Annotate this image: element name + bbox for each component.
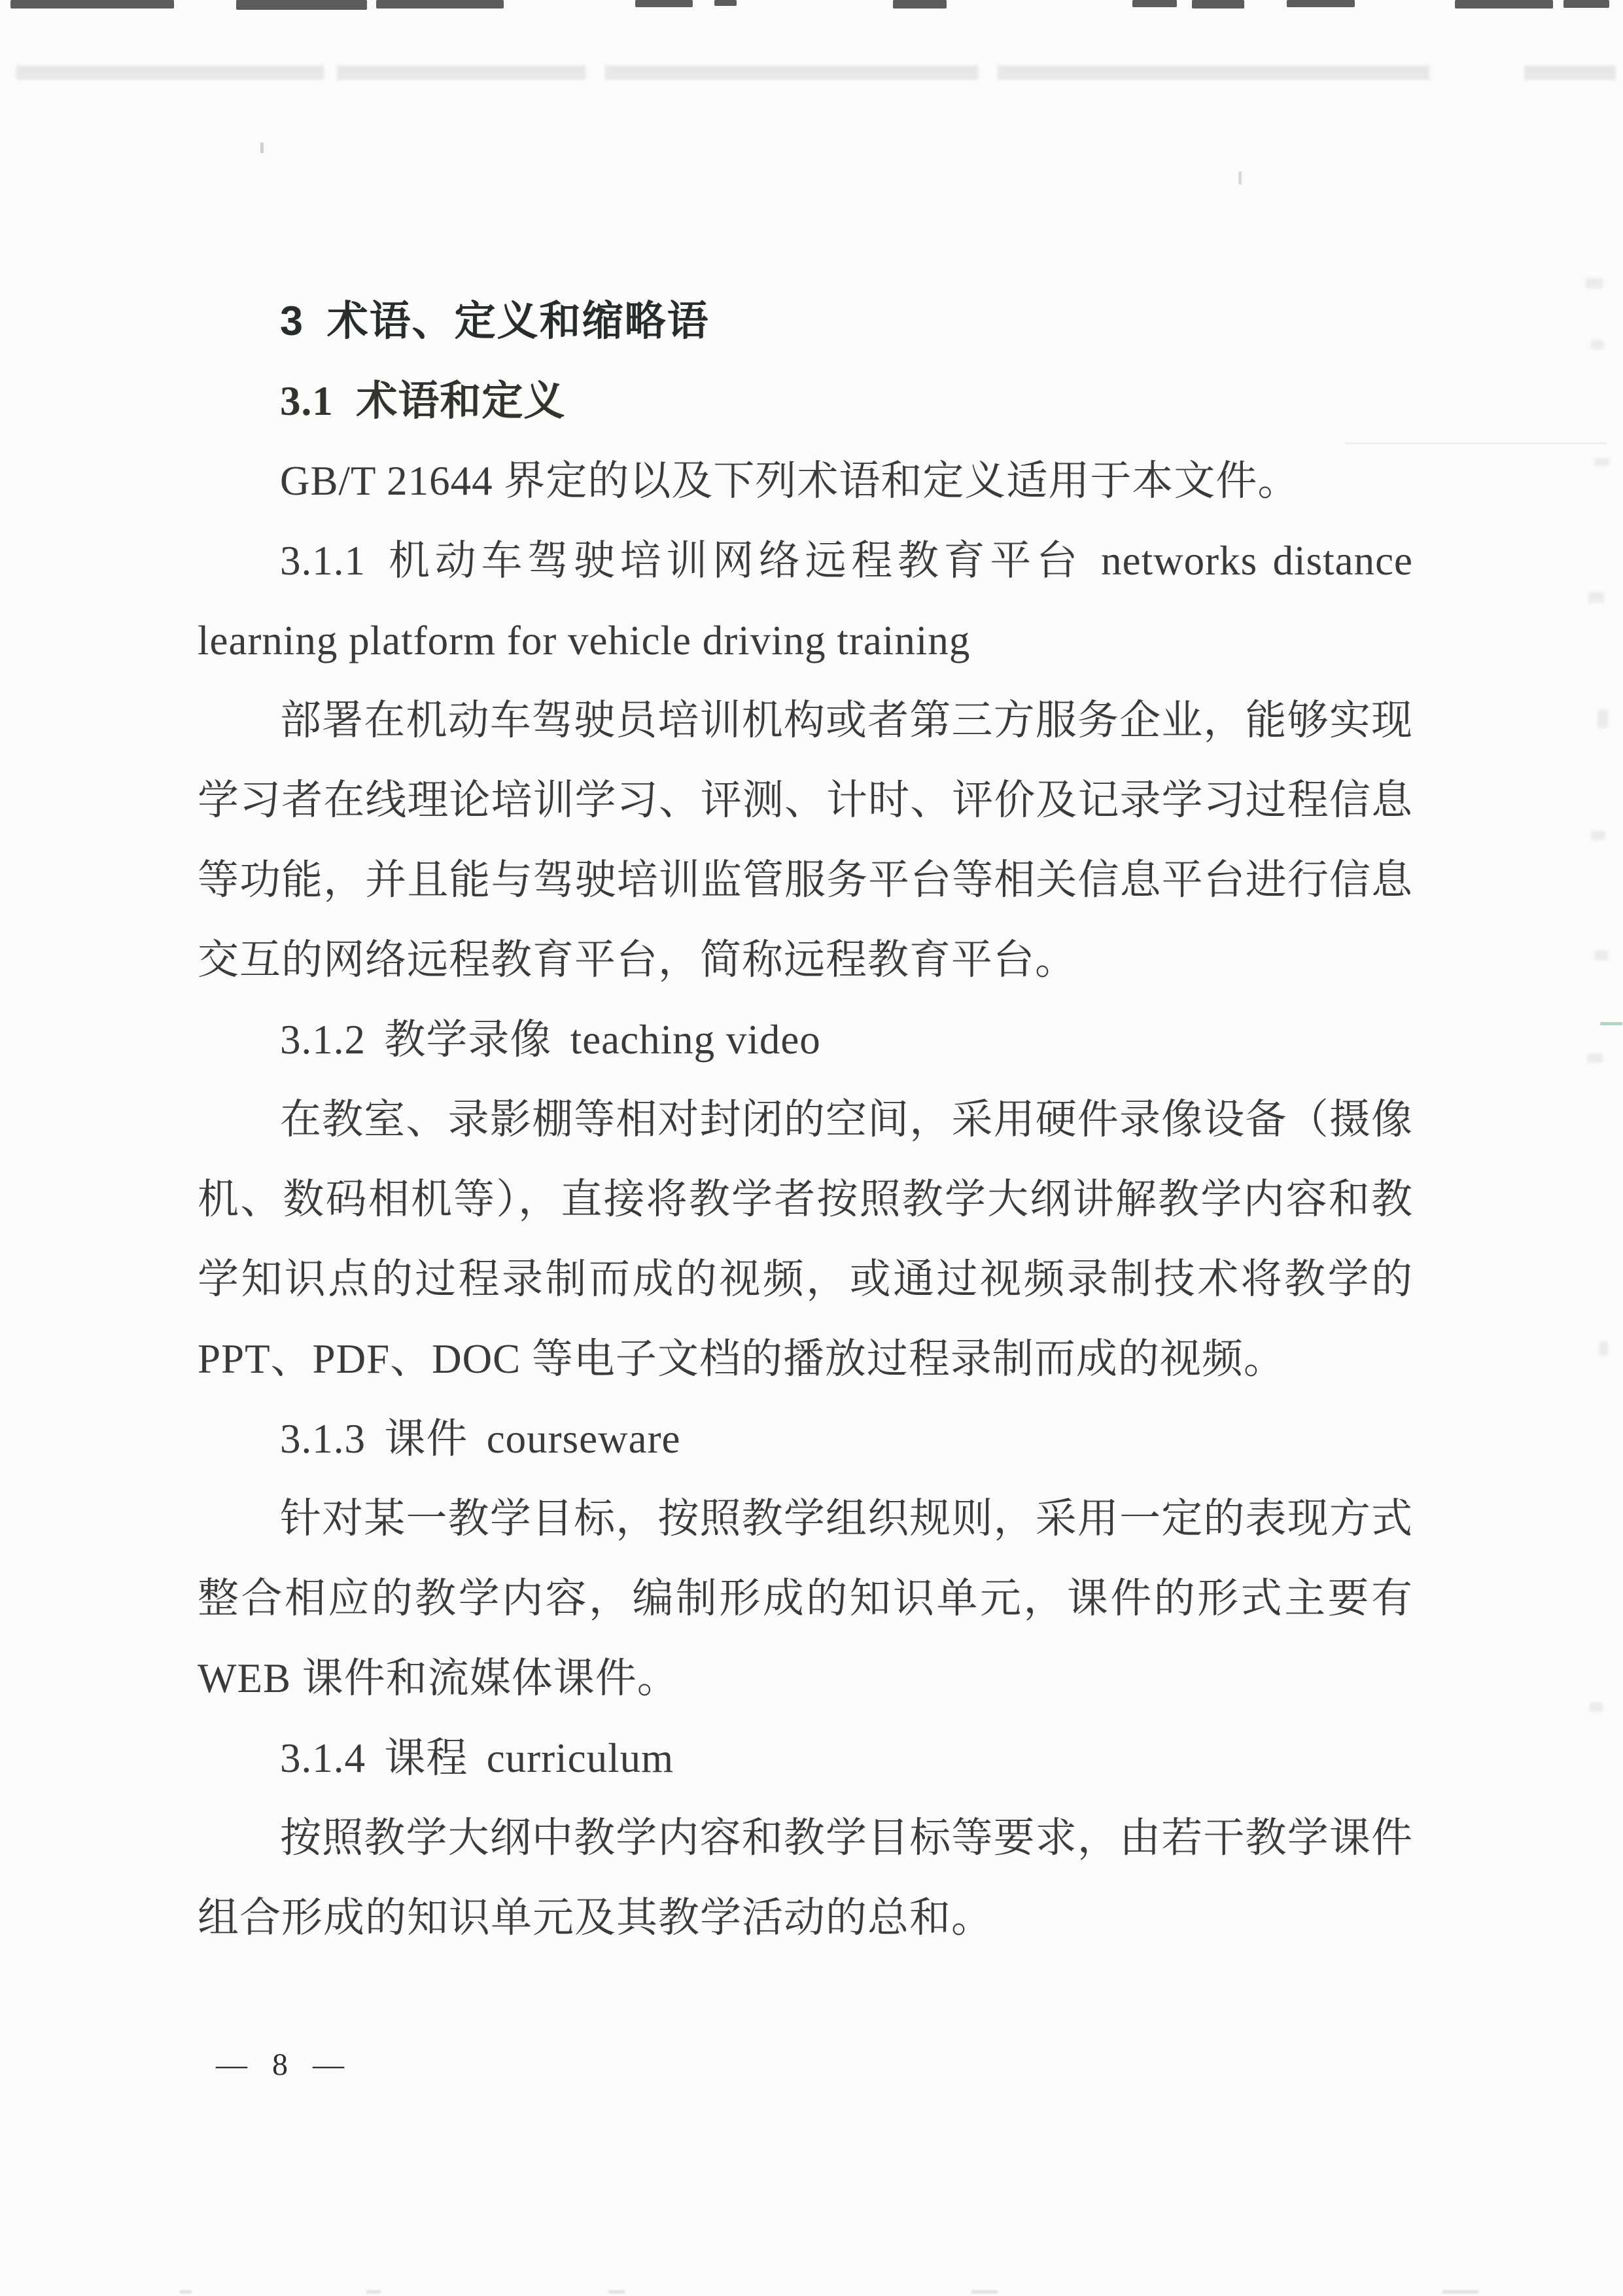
term-number: 3.1.4: [280, 1735, 366, 1781]
scan-artifact: [236, 0, 367, 10]
scan-artifact: [1586, 278, 1603, 289]
scan-artifact: [1590, 1703, 1603, 1712]
term-definition-3-1-4: 按照教学大纲中教学内容和教学目标等要求，由若干教学课件组合形成的知识单元及其教学活动的总和。: [198, 1815, 1413, 1941]
scan-artifact: [893, 0, 947, 9]
scan-artifact: [1238, 171, 1242, 185]
scan-artifact: [1591, 831, 1605, 840]
scan-artifact: [608, 2290, 625, 2293]
scan-artifact: [1563, 0, 1609, 8]
term-name-en: networks distance learning platform for vehicle driving training: [198, 538, 1414, 663]
term-entry-3-1-2: [198, 1000, 1413, 1080]
scan-artifact: [1442, 2290, 1478, 2293]
scan-artifact: [180, 2290, 192, 2293]
clause-title: 术语、定义和缩略语: [326, 298, 710, 344]
term-definition-3-1-3: 针对某一教学目标，按照教学组织规则，采用一定的表现方式整合相应的教学内容，编制形成的知识单元，课件的形式主要有 WEB 课件和流媒体课件。: [198, 1496, 1413, 1701]
term-number: 3.1.1: [280, 538, 366, 584]
scan-artifact: [1599, 1341, 1608, 1356]
page-content: [198, 281, 1413, 1958]
clause-heading: [198, 281, 1413, 361]
term-entry-3-1-1: [198, 521, 1413, 680]
term-number: 3.1.2: [280, 1017, 366, 1063]
term-name-zh: 课程: [384, 1735, 468, 1781]
subclause-heading: [198, 361, 1413, 441]
scan-artifact: [366, 2290, 381, 2293]
paragraph-scope-note: GB/T 21644 界定的以及下列术语和定义适用于本文件。: [280, 458, 1300, 504]
term-name-zh: 教学录像: [384, 1017, 552, 1063]
scan-artifact: [1455, 0, 1553, 9]
footer-dash-left: —: [216, 2047, 247, 2082]
term-name-en: curriculum: [486, 1735, 674, 1781]
scan-artifact: [635, 0, 693, 7]
term-name-en: teaching video: [570, 1017, 821, 1063]
scan-artifact: [1587, 1053, 1603, 1063]
scan-artifact: [1524, 65, 1616, 80]
term-definition-3-1-1: 部署在机动车驾驶员培训机构或者第三方服务企业，能够实现学习者在线理论培训学习、评测、计时、评价及记录学习过程信息等功能，并且能与驾驶培训监管服务平台等相关信息平台进行信息交互的网络远程教育平台，简称远程教育平台。: [198, 698, 1413, 983]
subclause-number: 3.1: [280, 378, 334, 424]
footer-dash-right: —: [313, 2047, 344, 2082]
scan-artifact: [714, 0, 737, 6]
clause-number: 3: [280, 298, 305, 344]
subclause-title: 术语和定义: [356, 378, 566, 424]
scan-artifact: [16, 65, 324, 80]
scan-artifact: [998, 65, 1429, 80]
scan-artifact: [260, 143, 264, 153]
term-entry-3-1-3: [198, 1399, 1413, 1479]
scan-artifact: [376, 0, 504, 9]
term-name-zh: 课件: [384, 1416, 468, 1462]
term-entry-3-1-4: [198, 1718, 1413, 1798]
scan-artifact: [1595, 950, 1608, 961]
scan-artifact: [1600, 1022, 1622, 1025]
term-name-zh: 机动车驾驶培训网络远程教育平台: [384, 538, 1083, 584]
scan-artifact: [1192, 0, 1244, 9]
scan-artifact: [337, 65, 585, 80]
scan-artifact: [1597, 710, 1608, 728]
scan-artifact: [1588, 592, 1604, 603]
scan-artifact: [1591, 340, 1604, 349]
scan-artifact: [10, 0, 174, 9]
page-footer: [216, 2047, 344, 2083]
page-number: 8: [272, 2047, 288, 2082]
term-name-en: courseware: [486, 1416, 681, 1462]
term-definition-3-1-2: 在教室、录影棚等相对封闭的空间，采用硬件录像设备（摄像机、数码相机等），直接将教学者按照教学大纲讲解教学内容和教学知识点的过程录制而成的视频，或通过视频录制技术将教学的 PPT、PDF、DOC 等电子文档的播放过程录制而成的视频。: [198, 1097, 1413, 1382]
term-number: 3.1.3: [280, 1416, 366, 1462]
scan-artifact: [1595, 458, 1609, 466]
scan-artifact: [1132, 0, 1177, 7]
scan-artifact: [1287, 0, 1355, 7]
scan-artifact: [971, 2290, 998, 2293]
scan-artifact: [605, 65, 978, 80]
